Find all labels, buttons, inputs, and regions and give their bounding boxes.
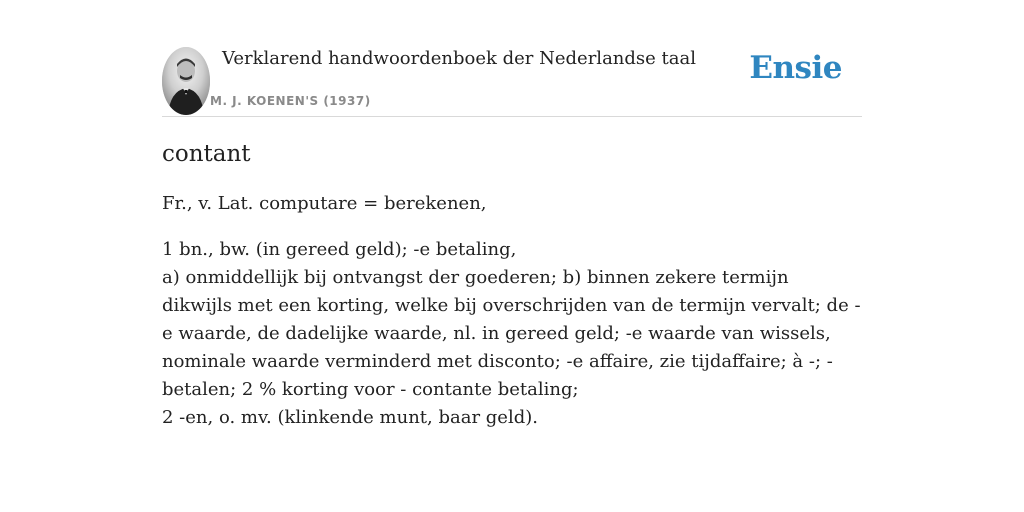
book-title[interactable]: Verklarend handwoordenboek der Nederlandse taal [222,48,696,69]
etymology: Fr., v. Lat. computare = berekenen, [162,193,487,214]
dictionary-entry [162,138,862,432]
definition [162,236,862,432]
sense-1: 1 bn., bw. (in gereed geld); -e betaling, [162,239,517,260]
book-author: M. J. KOENEN'S (1937) [210,94,371,108]
ensie-logo[interactable]: Ensie [749,50,842,86]
sense-1-detail: a) onmiddellijk bij ontvangst der goederen; b) binnen zekere termijn dikwijls met een korting, welke bij overschrijden van de termijn vervalt; de -e waarde, de dadelijke waarde, nl. in gereed geld; -e waarde van wissels, nominale waarde verminderd met disconto; -e affaire, zie tijdaffaire; à -; - betalen; 2 % korting voor - contante betaling; [162,267,861,400]
author-portrait-icon [162,47,210,115]
book-header [162,44,862,117]
sense-2: 2 -en, o. mv. (klinkende munt, baar geld). [162,407,538,428]
headword: contant [162,141,251,167]
